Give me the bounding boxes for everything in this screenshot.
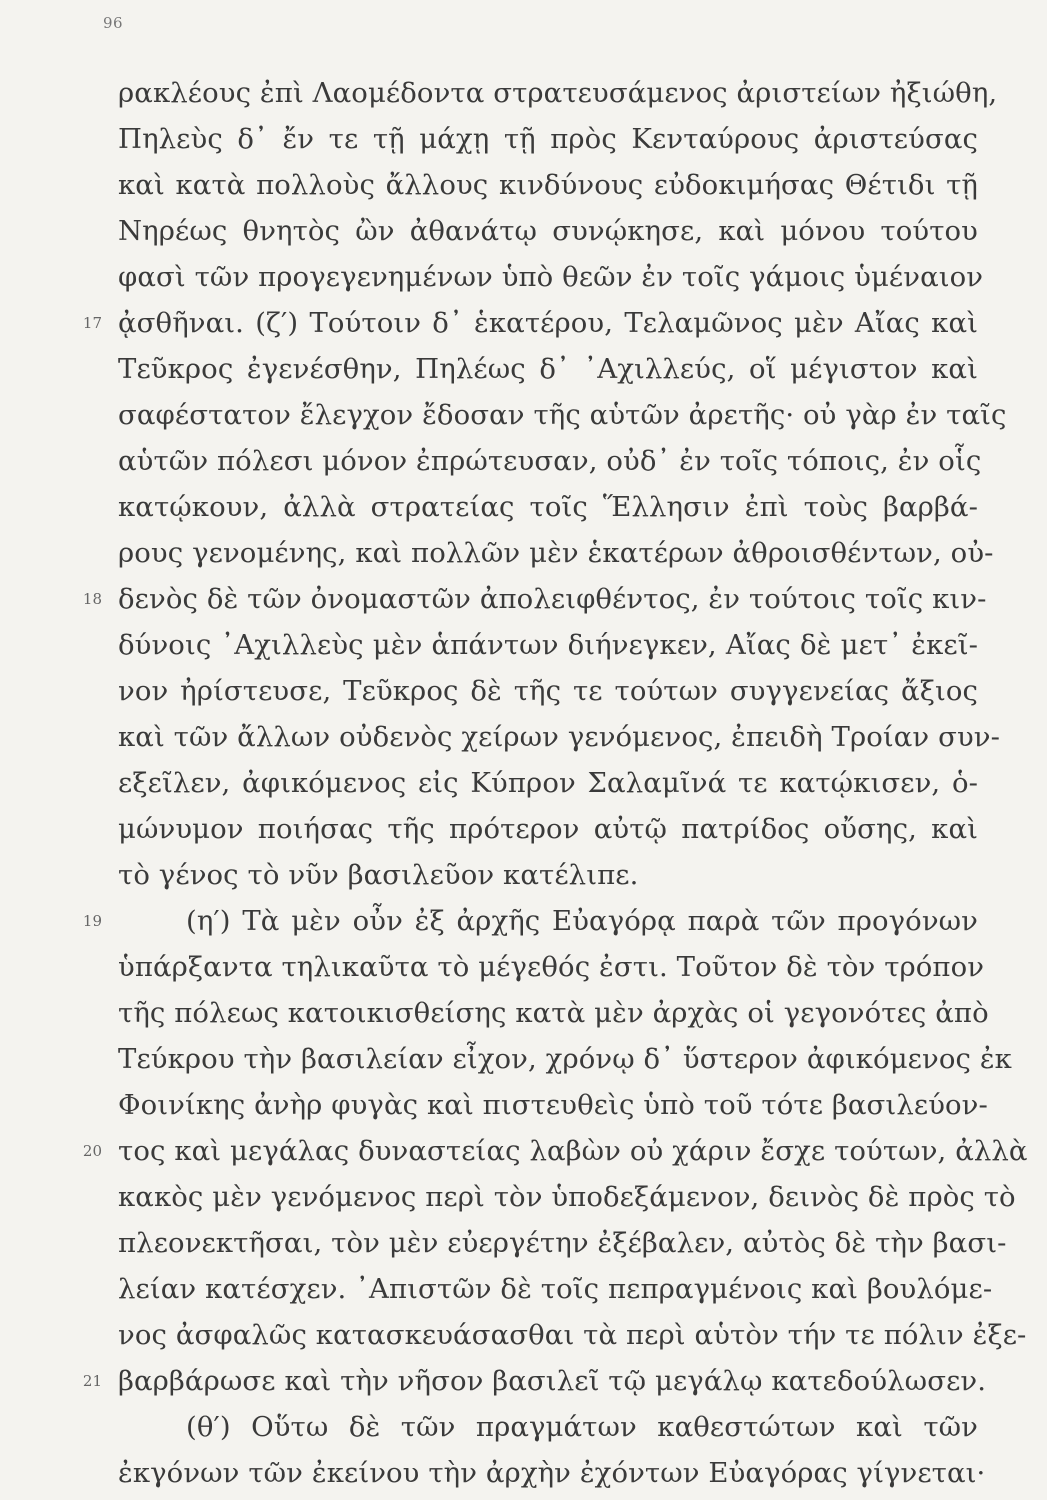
- text-line: [118, 208, 978, 254]
- line-text: ρακλέους ἐπὶ Λαομέδοντα στρατευσάμενος ἀριστείων ἠξιώθη,: [118, 77, 998, 109]
- text-line: [118, 1266, 993, 1312]
- text-line: [118, 806, 978, 852]
- line-text: βαρβάρωσε καὶ τὴν νῆσον βασιλεῖ τῷ μεγάλῳ κατεδούλωσεν.: [118, 1365, 987, 1397]
- section-number: 20: [82, 1142, 102, 1160]
- line-text: ᾀσθῆναι. (ζ′) Τούτοιν δ᾽ ἑκατέρου, Τελαμῶνος μὲν Αἴας καὶ: [118, 307, 978, 339]
- text-line: [118, 990, 989, 1036]
- text-line: [82, 898, 978, 944]
- section-number: 18: [82, 590, 102, 608]
- section-number: 21: [82, 1372, 102, 1390]
- text-line: [118, 530, 994, 576]
- line-text: Τεῦκρος ἐγενέσθην, Πηλέως δ᾽ ᾿Αχιλλεύς, οἵ μέγιστον καὶ: [118, 353, 978, 385]
- text-line: [118, 162, 978, 208]
- text-line: [118, 1450, 986, 1496]
- text-line: [118, 392, 1007, 438]
- text-line: [118, 346, 978, 392]
- page-number: 96: [103, 14, 124, 32]
- text-line: [118, 70, 998, 116]
- text-line: [118, 1404, 978, 1450]
- text-line: [82, 1128, 1028, 1174]
- line-text: δενὸς δὲ τῶν ὀνομαστῶν ἀπολειφθέντος, ἐν τούτοις τοῖς κιν-: [118, 583, 987, 615]
- text-line: [118, 1174, 1016, 1220]
- line-text: Τεύκρου τὴν βασιλείαν εἶχον, χρόνῳ δ᾽ ὕστερον ἀφικόμενος ἐκ: [118, 1043, 1012, 1075]
- text-line: [118, 438, 982, 484]
- text-line: [118, 116, 978, 162]
- text-line: [82, 300, 978, 346]
- text-block: [82, 70, 1028, 1496]
- text-line: [118, 1220, 1007, 1266]
- line-text: τῆς πόλεως κατοικισθείσης κατὰ μὲν ἀρχὰς οἱ γεγονότες ἀπὸ: [118, 997, 989, 1029]
- line-text: μώνυμον ποιήσας τῆς πρότερον αὐτῷ πατρίδος οὔσης, καὶ: [118, 813, 978, 845]
- line-text: νον ἠρίστευσε, Τεῦκρος δὲ τῆς τε τούτων συγγενείας ἄξιος: [118, 675, 978, 707]
- text-line: [118, 484, 978, 530]
- line-text: καὶ τῶν ἄλλων οὐδενὸς χείρων γενόμενος, ἐπειδὴ Τροίαν συν-: [118, 721, 1000, 753]
- section-number: 17: [82, 314, 102, 332]
- line-text: πλεονεκτῆσαι, τὸν μὲν εὐεργέτην ἐξέβαλεν, αὐτὸς δὲ τὴν βασι-: [118, 1227, 1007, 1259]
- line-text: Νηρέως θνητὸς ὢν ἀθανάτῳ συνῴκησε, καὶ μόνου τούτου: [118, 215, 978, 247]
- text-line: [118, 668, 978, 714]
- line-text: αὑτῶν πόλεσι μόνον ἐπρώτευσαν, οὐδ᾽ ἐν τοῖς τόποις, ἐν οἷς: [118, 445, 982, 477]
- text-line: [118, 1082, 988, 1128]
- line-text: Φοινίκης ἀνὴρ φυγὰς καὶ πιστευθεὶς ὑπὸ τοῦ τότε βασιλεύον-: [118, 1089, 988, 1121]
- text-line: [118, 852, 978, 898]
- line-text: καὶ κατὰ πολλοὺς ἄλλους κινδύνους εὐδοκιμήσας Θέτιδι τῇ: [118, 169, 978, 201]
- line-text: δύνοις ᾿Αχιλλεὺς μὲν ἁπάντων διήνεγκεν, Αἴας δὲ μετ᾽ ἐκεῖ-: [118, 629, 978, 661]
- line-text: σαφέστατον ἔλεγχον ἔδοσαν τῆς αὑτῶν ἀρετῆς· οὐ γὰρ ἐν ταῖς: [118, 399, 1007, 431]
- line-text: τὸ γένος τὸ νῦν βασιλεῦον κατέλιπε.: [118, 859, 639, 891]
- line-text: λείαν κατέσχεν. ᾿Απιστῶν δὲ τοῖς πεπραγμένοις καὶ βουλόμε-: [118, 1273, 993, 1305]
- line-text: κατῴκουν, ἀλλὰ στρατείας τοῖς Ἕλλησιν ἐπὶ τοὺς βαρβά-: [118, 491, 978, 523]
- line-text: ρους γενομένης, καὶ πολλῶν μὲν ἑκατέρων ἀθροισθέντων, οὐ-: [118, 537, 994, 569]
- line-text: (η′) Τὰ μὲν οὖν ἐξ ἀρχῆς Εὐαγόρᾳ παρὰ τῶν προγόνων: [186, 905, 978, 937]
- line-text: ὑπάρξαντα τηλικαῦτα τὸ μέγεθός ἐστι. Τοῦτον δὲ τὸν τρόπον: [118, 951, 985, 983]
- line-text: Πηλεὺς δ᾽ ἔν τε τῇ μάχῃ τῇ πρὸς Κενταύρους ἀριστεύσας: [118, 123, 978, 155]
- text-line: [118, 1312, 1027, 1358]
- text-line: [118, 944, 985, 990]
- text-line: [82, 576, 987, 622]
- text-line: [82, 1358, 987, 1404]
- line-text: νος ἀσφαλῶς κατασκευάσασθαι τὰ περὶ αὑτὸν τήν τε πόλιν ἐξε-: [118, 1319, 1027, 1351]
- line-text: φασὶ τῶν προγεγενημένων ὑπὸ θεῶν ἐν τοῖς γάμοις ὑμέναιον: [118, 261, 984, 293]
- text-line: [118, 1036, 1012, 1082]
- line-text: τος καὶ μεγάλας δυναστείας λαβὼν οὐ χάριν ἔσχε τούτων, ἀλλὰ: [118, 1135, 1028, 1167]
- text-line: [118, 254, 984, 300]
- line-text: κακὸς μὲν γενόμενος περὶ τὸν ὑποδεξάμενον, δεινὸς δὲ πρὸς τὸ: [118, 1181, 1016, 1213]
- text-line: [118, 622, 978, 668]
- text-line: [118, 714, 1000, 760]
- line-text: (θ′) Οὕτω δὲ τῶν πραγμάτων καθεστώτων καὶ τῶν: [186, 1411, 978, 1443]
- text-line: [118, 760, 978, 806]
- line-text: ἐκγόνων τῶν ἐκείνου τὴν ἀρχὴν ἐχόντων Εὐαγόρας γίγνεται·: [118, 1457, 986, 1489]
- section-number: 19: [82, 912, 102, 930]
- line-text: εξεῖλεν, ἀφικόμενος εἰς Κύπρον Σαλαμῖνά τε κατῴκισεν, ὁ-: [118, 767, 978, 799]
